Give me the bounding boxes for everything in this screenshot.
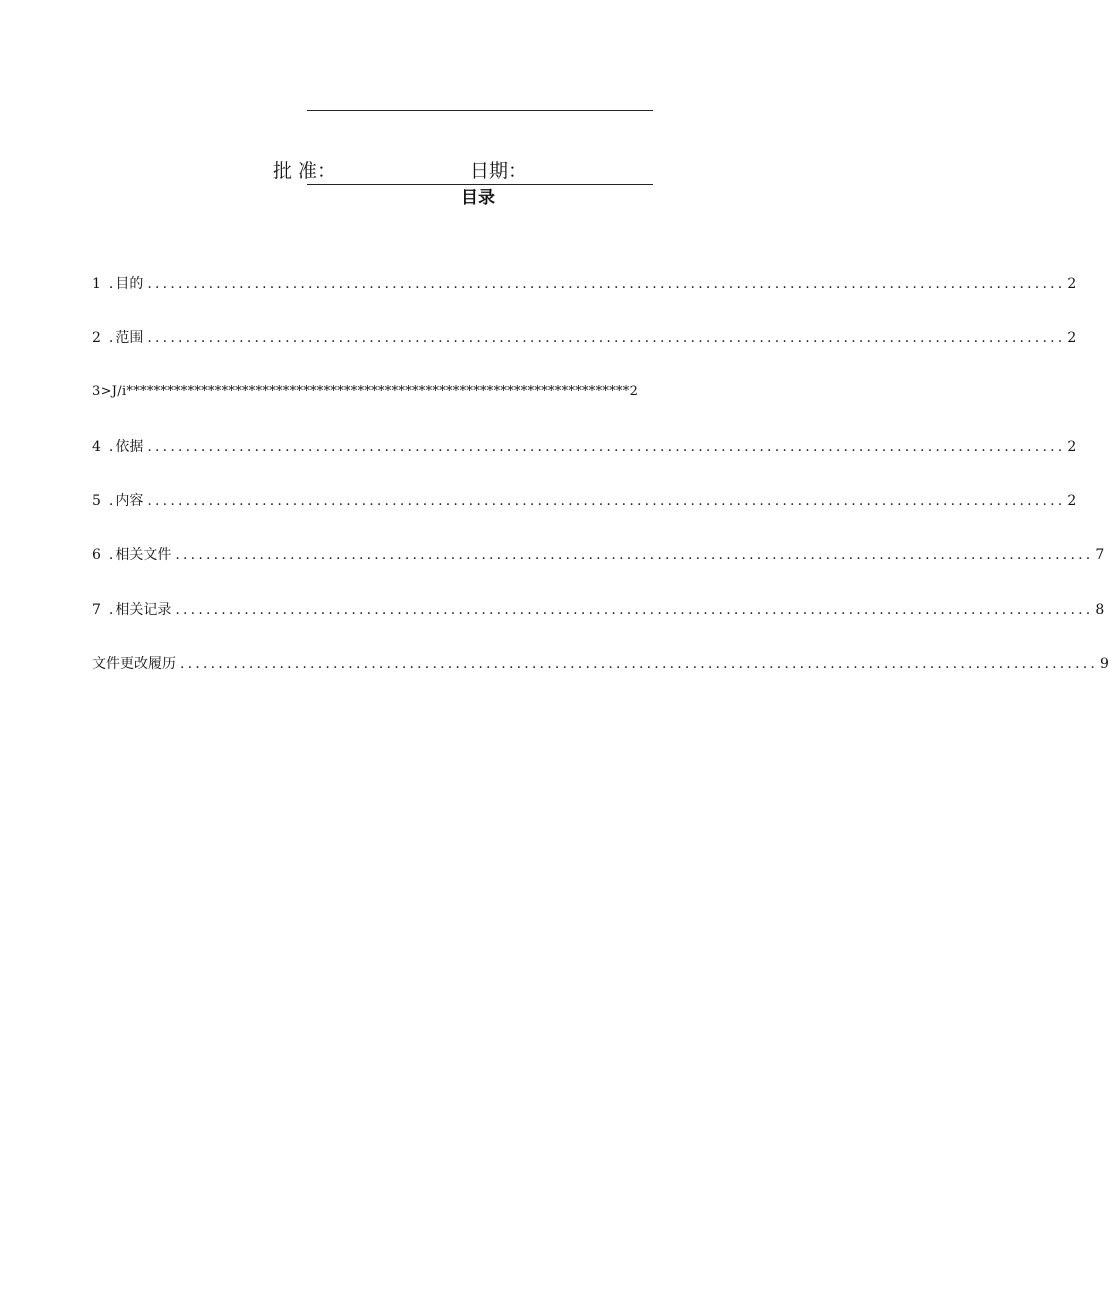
toc-dot-leader: ........................................................................................................................	[175, 547, 1094, 563]
toc-entry-revision-history[interactable]	[92, 653, 1109, 675]
date-label: 日期：	[470, 160, 528, 182]
toc-entry-related-documents[interactable]	[92, 544, 1105, 566]
toc-entry-title: 依据	[115, 439, 144, 455]
toc-entry-number: 2	[92, 330, 101, 346]
toc-dot-leader: ........................................................................................................................	[147, 330, 1066, 346]
toc-entry-scope[interactable]	[92, 327, 1077, 349]
toc-entry-title: 内容	[115, 493, 144, 509]
toc-entry-page: 2	[1067, 439, 1077, 455]
toc-title: 目录	[461, 188, 495, 208]
toc-entry-number: 1	[92, 276, 101, 292]
toc-entry-title: 相关记录	[115, 602, 172, 618]
toc-dot-leader: ........................................................................................................................	[175, 602, 1094, 618]
toc-entry-separator: .	[108, 276, 114, 292]
toc-dot-leader: ........................................................................................................................	[180, 656, 1099, 672]
toc-entry-number: 7	[92, 602, 101, 618]
toc-entry-separator: .	[108, 330, 114, 346]
toc-entry-page: 2	[1067, 493, 1077, 509]
toc-entry-separator: .	[108, 493, 114, 509]
toc-entry-page: 2	[1067, 276, 1077, 292]
toc-entry-content[interactable]	[92, 490, 1077, 512]
toc-entry-title: 目的	[115, 276, 144, 292]
toc-entry-number: 5	[92, 493, 101, 509]
toc-entry-page: 2	[1067, 330, 1077, 346]
toc-entry-separator: .	[108, 439, 114, 455]
approval-line	[307, 184, 653, 185]
toc-dot-leader: ........................................................................................................................	[147, 276, 1066, 292]
signature-line-top	[307, 110, 653, 111]
toc-entry-page: 9	[1100, 656, 1109, 672]
toc-entry-page: 7	[1095, 547, 1105, 563]
toc-dot-leader: ........................................................................................................................	[147, 439, 1066, 455]
toc-entry-related-records[interactable]	[92, 599, 1105, 621]
toc-entry-separator: .	[108, 547, 114, 563]
toc-entry-basis[interactable]	[92, 436, 1077, 458]
toc-entry-title: 相关文件	[115, 547, 172, 563]
toc-entry-number: 4	[92, 439, 101, 455]
toc-entry-title: 范围	[115, 330, 144, 346]
toc-entry-purpose[interactable]	[92, 273, 1077, 295]
toc-entry-title: 文件更改履历	[92, 656, 176, 672]
toc-entry-garbled[interactable]: 3>J/i**************************************************************************2	[92, 384, 639, 399]
toc-entry-page: 8	[1095, 602, 1105, 618]
toc-dot-leader: ........................................................................................................................	[147, 493, 1066, 509]
toc-entry-separator: .	[108, 602, 114, 618]
approve-label: 批 准：	[273, 160, 337, 182]
toc-entry-number: 6	[92, 547, 101, 563]
